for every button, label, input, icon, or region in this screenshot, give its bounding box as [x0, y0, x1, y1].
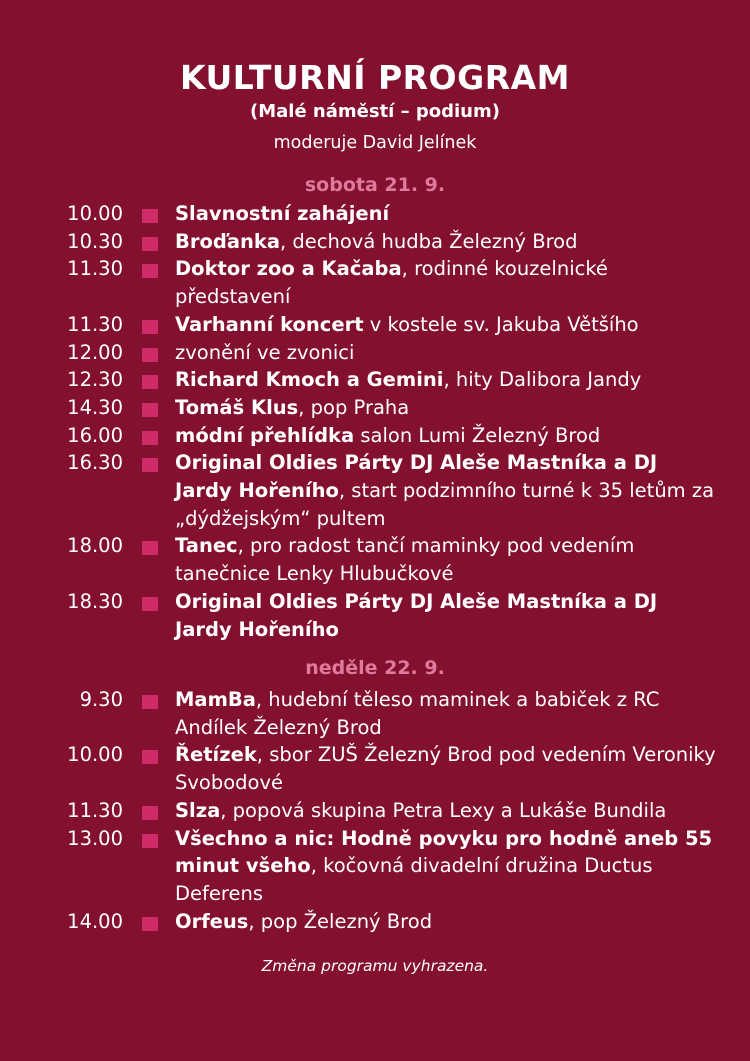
event-name: MamBa	[175, 688, 256, 711]
event-name: Slavnostní zahájení	[175, 202, 390, 225]
schedule-text	[175, 366, 720, 394]
schedule-text	[175, 255, 720, 310]
schedule-item	[0, 422, 750, 450]
schedule-time: 18.00	[67, 534, 123, 558]
event-name: Řetízek	[175, 743, 257, 767]
schedule-item	[0, 228, 750, 256]
schedule-text	[175, 532, 720, 587]
event-name: Tomáš Klus	[175, 395, 299, 419]
schedule-time: 14.00	[67, 909, 123, 933]
schedule-time: 10.00	[67, 743, 123, 767]
schedule-time: 10.30	[67, 229, 123, 253]
square-bullet-icon	[142, 917, 158, 931]
schedule-time: 12.00	[67, 340, 123, 364]
square-bullet-icon	[142, 458, 158, 472]
event-name: módní přehlídka	[175, 423, 355, 447]
event-name: Slza	[175, 798, 221, 822]
schedule-text	[175, 588, 720, 643]
event-details: , pop Praha	[298, 395, 410, 419]
schedule-text	[175, 825, 720, 908]
schedule-item	[0, 394, 750, 422]
event-details: zvonění ve zvonici	[175, 340, 355, 364]
schedule-time: 13.00	[67, 826, 123, 850]
schedule-item	[0, 797, 750, 825]
schedule-text	[175, 686, 720, 741]
event-details: v kostele sv. Jakuba Většího	[363, 312, 639, 336]
event-details: , pop Železný Brod	[248, 909, 433, 933]
square-bullet-icon	[142, 375, 158, 389]
square-bullet-icon	[142, 806, 158, 820]
event-name: Original Oldies Párty DJ Aleše Mastníka a DJ Jardy Hořeního	[175, 589, 658, 641]
schedule-text	[175, 797, 720, 825]
event-details: , start podzimního turné k 35 letům za „dýdžejským“ pultem	[175, 479, 715, 530]
venue-subtitle: (Malé náměstí – podium)	[250, 101, 500, 122]
event-name: Tanec	[175, 534, 238, 558]
event-details: , popová skupina Petra Lexy a Lukáše Bundila	[220, 798, 667, 822]
event-details: , dechová hudba Železný Brod	[280, 229, 578, 253]
schedule-list-saturday	[0, 200, 750, 643]
schedule-item	[0, 908, 750, 936]
event-name: Všechno a nic: Hodně povyku pro hodně aneb 55 minut všeho	[175, 826, 713, 878]
schedule-list-sunday	[0, 686, 750, 935]
schedule-time: 12.30	[67, 368, 123, 392]
schedule-time: 14.30	[67, 395, 123, 419]
square-bullet-icon	[142, 209, 158, 223]
schedule-time: 10.00	[67, 202, 123, 225]
square-bullet-icon	[142, 320, 158, 334]
square-bullet-icon	[142, 403, 158, 417]
schedule-item	[0, 200, 750, 228]
page-title: KULTURNÍ PROGRAM	[180, 58, 570, 97]
square-bullet-icon	[142, 431, 158, 445]
square-bullet-icon	[142, 750, 158, 764]
schedule-item	[0, 311, 750, 339]
event-details: , pro radost tančí maminky pod vedením tanečnice Lenky Hlubučkové	[175, 534, 635, 586]
square-bullet-icon	[142, 348, 158, 362]
schedule-text	[175, 311, 720, 339]
schedule-item	[0, 366, 750, 394]
day-heading-sunday: neděle 22. 9.	[305, 657, 445, 679]
event-name: Orfeus	[175, 909, 249, 933]
schedule-item	[0, 825, 750, 908]
square-bullet-icon	[142, 237, 158, 251]
schedule-text	[175, 200, 720, 228]
schedule-time: 18.30	[67, 589, 123, 613]
event-name: Broďanka	[175, 229, 281, 253]
moderator-line: moderuje David Jelínek	[273, 133, 477, 153]
schedule-time: 9.30	[79, 688, 123, 711]
schedule-time: 16.00	[67, 423, 123, 447]
schedule-time: 11.30	[67, 798, 123, 822]
event-details: salon Lumi Železný Brod	[354, 423, 601, 447]
event-name: Richard Kmoch a Gemini	[175, 368, 444, 392]
schedule-item	[0, 449, 750, 532]
event-details: , hity Dalibora Jandy	[443, 368, 642, 392]
schedule-item	[0, 255, 750, 310]
square-bullet-icon	[142, 597, 158, 611]
day-heading-saturday: sobota 21. 9.	[304, 174, 446, 196]
square-bullet-icon	[142, 695, 158, 709]
schedule-text	[175, 449, 720, 532]
event-name: Original Oldies Párty DJ Aleše Mastníka a DJ Jardy Hořeního	[175, 451, 658, 503]
footer-note: Změna programu vyhrazena.	[261, 957, 489, 975]
schedule-item	[0, 741, 750, 796]
schedule-text	[175, 394, 720, 422]
schedule-item	[0, 588, 750, 643]
schedule-text	[175, 422, 720, 450]
schedule-text	[175, 741, 720, 796]
schedule-time: 11.30	[67, 257, 123, 281]
event-details: , sbor ZUŠ Železný Brod pod vedením Veroniky Svobodové	[175, 743, 716, 795]
square-bullet-icon	[142, 541, 158, 555]
schedule-item	[0, 686, 750, 741]
schedule-text	[175, 339, 720, 367]
event-name: Varhanní koncert	[175, 312, 364, 336]
square-bullet-icon	[142, 834, 158, 848]
event-details: , hudební těleso maminek a babiček z RC Andílek Železný Brod	[175, 688, 660, 739]
schedule-time: 16.30	[67, 451, 123, 475]
square-bullet-icon	[142, 264, 158, 278]
event-details: , kočovná divadelní družina Ductus Deferens	[175, 854, 653, 905]
schedule-time: 11.30	[67, 312, 123, 336]
event-details: , rodinné kouzelnické představení	[175, 257, 608, 309]
schedule-text	[175, 228, 720, 256]
schedule-text	[175, 908, 720, 936]
schedule-item	[0, 339, 750, 367]
schedule-item	[0, 532, 750, 587]
event-name: Doktor zoo a Kačaba	[175, 257, 402, 281]
